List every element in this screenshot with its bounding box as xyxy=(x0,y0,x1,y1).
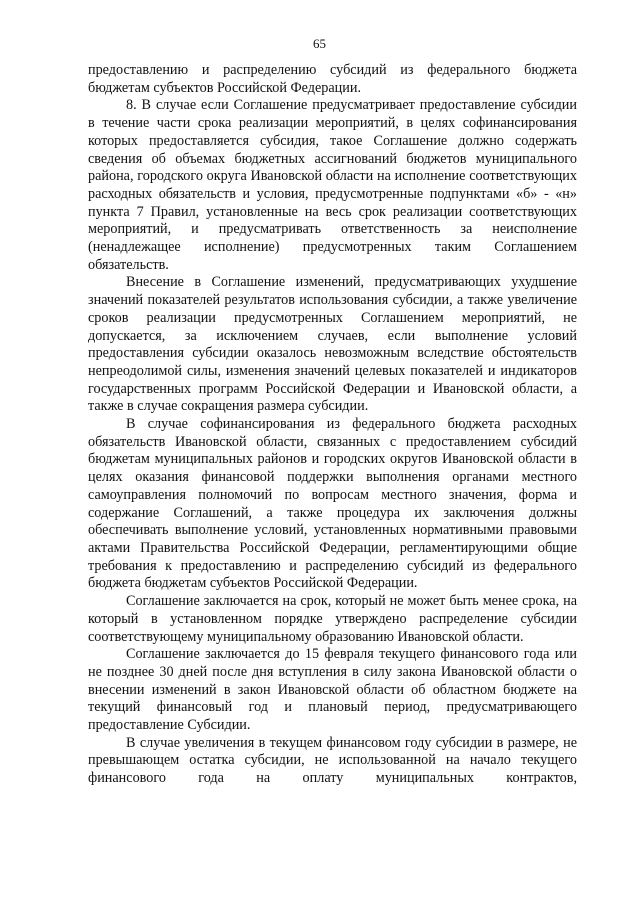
paragraph-agreement-changes: Внесение в Соглашение изменений, предусматривающих ухудшение значений показателей результатов использования субсидии, а также увеличение сроков реализации предусмотренных Соглашением мероприятий, не допускается, за исключением случаев, если выполнение условий предоставления субсидии оказалось невозможным вследствие обстоятельств непреодолимой силы, изменения значений целевых показателей и индикаторов государственных программ Российской Федерации и Ивановской области, а также в случае сокращения размера субсидии. xyxy=(88,274,577,415)
document-body xyxy=(88,62,577,788)
page-number: 65 xyxy=(313,36,326,51)
paragraph-agreement-deadline: Соглашение заключается до 15 февраля текущего финансового года или не позднее 30 дней после дня вступления в силу закона Ивановской области о внесении изменений в закон Ивановской области об областном бюджете на текущий финансовый год и плановый период, предусматривающего предоставление Субсидии. xyxy=(88,646,577,734)
paragraph-subsidy-increase: В случае увеличения в текущем финансовом году субсидии в размере, не превышающем остатка субсидии, не использованной на начало текущего финансового года на оплату муниципальных контрактов, xyxy=(88,734,577,787)
paragraph-federal-cofinancing: В случае софинансирования из федерального бюджета расходных обязательств Ивановской области, связанных с предоставлением субсидий бюджетам муниципальных районов и городских округов Ивановской области в целях оказания финансовой поддержки выполнения органами местного самоуправления полномочий по вопросам местного значения, форма и содержание Соглашений, а также процедура их заключения должны обеспечивать выполнение условий, установленных нормативными правовыми актами Правительства Российской Федерации, регламентирующими общие требования к предоставлению и распределению субсидий из федерального бюджета бюджетам субъектов Российской Федерации. xyxy=(88,416,577,592)
paragraph-continuation: предоставлению и распределению субсидий из федерального бюджета бюджетам субъектов Российской Федерации. xyxy=(88,62,577,96)
paragraph-agreement-term: Соглашение заключается на срок, который не может быть менее срока, на который в установленном порядке утверждено распределение субсидии соответствующему муниципальному образованию Ивановской области. xyxy=(88,593,577,645)
paragraph-clause-8: 8. В случае если Соглашение предусматривает предоставление субсидии в течение части срока реализации мероприятий, в целях софинансирования которых предоставляется субсидия, такое Соглашение должно содержать сведения об объемах бюджетных ассигнований бюджетов муниципального района, городского округа Ивановской области на исполнение соответствующих расходных обязательств и условия, предусмотренные подпунктами «б» - «н» пункта 7 Правил, установленные на весь срок реализации соответствующих мероприятий, и предусматривать ответственность за неисполнение (ненадлежащее исполнение) предусмотренных таким Соглашением обязательств. xyxy=(88,97,577,273)
